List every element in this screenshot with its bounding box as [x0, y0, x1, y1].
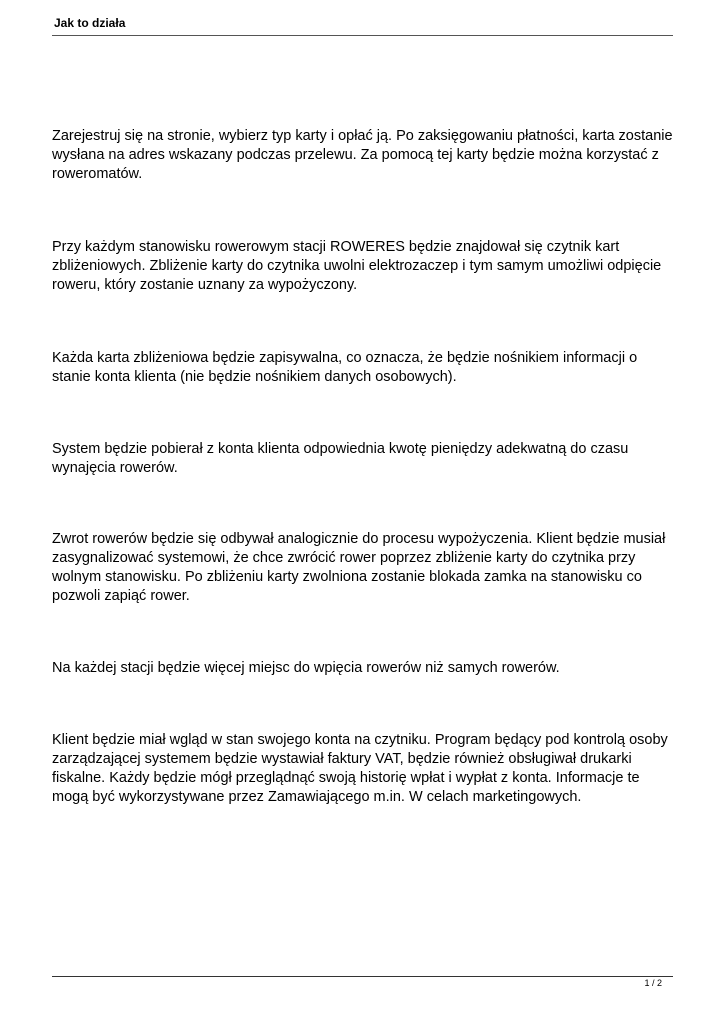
- paragraph-station-capacity: Na każdej stacji będzie więcej miejsc do wpięcia rowerów niż samych rowerów.: [52, 660, 560, 676]
- paragraph-billing: System będzie pobierał z konta klienta odpowiednia kwotę pieniędzy adekwatną do czasu wynajęcia rowerów.: [52, 441, 629, 476]
- paragraph-account-info: Klient będzie miał wgląd w stan swojego konta na czytniku. Program będący pod kontrolą osoby zarządzającej systemem będzie wystawiał faktury VAT, będzie również obsługiwał drukarki fiskalne. Każdy będzie mógł przeglądnąć swoją historię wpłat i wypłat z konta. Informacje te mogą być wykorzystywane przez Zamawiającego m.in. W celach marketingowych.: [52, 732, 668, 805]
- page-number: 1 / 2: [644, 978, 662, 988]
- paragraph-bike-return: Zwrot rowerów będzie się odbywał analogicznie do procesu wypożyczenia. Klient będzie musiał zasygnalizować systemowi, że chce zwrócić rower poprzez zbliżenie karty do czytnika przy wolnym stanowisku. Po zbliżeniu karty zwolniona zostanie blokada zamka na stanowisku co pozwoli zapiąć rower.: [52, 531, 666, 604]
- page-header-title: Jak to działa: [54, 16, 126, 30]
- paragraph-card-reader: Przy każdym stanowisku rowerowym stacji ROWERES będzie znajdował się czytnik kart zbliżeniowych. Zbliżenie karty do czytnika uwolni elektrozaczep i tym samym umożliwi odpięcie roweru, który zostanie uznany za wypożyczony.: [52, 239, 662, 293]
- paragraph-registration: Zarejestruj się na stronie, wybierz typ karty i opłać ją. Po zaksięgowaniu płatności, karta zostanie wysłana na adres wskazany podczas przelewu. Za pomocą tej karty będzie można korzystać z roweromatów.: [52, 128, 673, 182]
- footer-divider: [52, 976, 673, 977]
- paragraph-card-writable: Każda karta zbliżeniowa będzie zapisywalna, co oznacza, że będzie nośnikiem informacji o stanie konta klienta (nie będzie nośnikiem danych osobowych).: [52, 350, 638, 385]
- header-divider: [52, 35, 673, 36]
